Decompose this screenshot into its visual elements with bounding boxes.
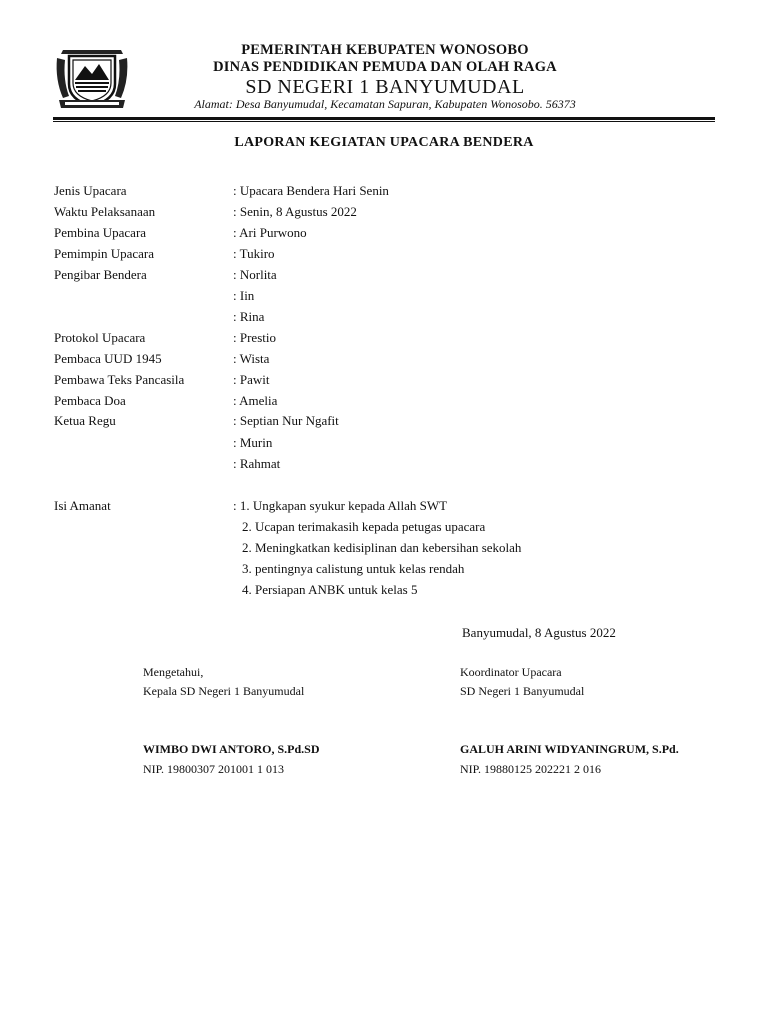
right-signature-position: SD Negeri 1 Banyumudal — [460, 684, 585, 698]
school-address: Alamat: Desa Banyumudal, Kecamatan Sapuran, Kabupaten Wonosobo. 56373 — [194, 97, 576, 111]
amanat-item: 4. Persiapan ANBK untuk kelas 5 — [242, 582, 418, 597]
right-signature-name: GALUH ARINI WIDYANINGRUM, S.Pd. — [460, 742, 679, 756]
row-value: : Ari Purwono — [233, 225, 307, 240]
row-value: : Rahmat — [233, 456, 281, 471]
department-header: DINAS PENDIDIKAN PEMUDA DAN OLAH RAGA — [213, 59, 557, 75]
header-divider-thin — [53, 121, 715, 122]
row-label: Pembaca Doa — [54, 393, 126, 408]
place-date: Banyumudal, 8 Agustus 2022 — [462, 625, 616, 640]
row-label: Ketua Regu — [54, 413, 116, 428]
row-label: Pemimpin Upacara — [54, 246, 154, 261]
row-value: : Pawit — [233, 372, 270, 387]
school-name: SD NEGERI 1 BANYUMUDAL — [245, 76, 525, 98]
row-value: : Wista — [233, 351, 270, 366]
left-signature-heading: Mengetahui, — [143, 665, 204, 679]
row-value: : Upacara Bendera Hari Senin — [233, 183, 389, 198]
row-value: : Rina — [233, 309, 265, 324]
row-value: : Murin — [233, 435, 273, 450]
row-value: : Tukiro — [233, 246, 275, 261]
row-label: Pembina Upacara — [54, 225, 147, 240]
amanat-item: : 1. Ungkapan syukur kepada Allah SWT — [233, 498, 448, 513]
row-value: : Norlita — [233, 267, 277, 282]
row-value: : Senin, 8 Agustus 2022 — [233, 204, 357, 219]
row-label: Pengibar Bendera — [54, 267, 147, 282]
row-label: Protokol Upacara — [54, 330, 146, 345]
row-label: Pembawa Teks Pancasila — [54, 372, 185, 387]
left-signature-nip: NIP. 19800307 201001 1 013 — [143, 762, 285, 776]
left-signature-position: Kepala SD Negeri 1 Banyumudal — [143, 684, 305, 698]
row-label: Waktu Pelaksanaan — [54, 204, 156, 219]
row-label: Pembaca UUD 1945 — [54, 351, 162, 366]
right-signature-nip: NIP. 19880125 202221 2 016 — [460, 762, 602, 776]
amanat-label: Isi Amanat — [54, 498, 111, 513]
row-value: : Iin — [233, 288, 255, 303]
regency-emblem-icon — [53, 40, 131, 110]
row-value: : Septian Nur Ngafit — [233, 413, 339, 428]
row-label: Jenis Upacara — [54, 183, 127, 198]
document-title: LAPORAN KEGIATAN UPACARA BENDERA — [234, 135, 534, 150]
header-divider-thick — [53, 117, 715, 120]
row-value: : Prestio — [233, 330, 276, 345]
amanat-item: 2. Ucapan terimakasih kepada petugas upacara — [242, 519, 486, 534]
left-signature-name: WIMBO DWI ANTORO, S.Pd.SD — [143, 742, 320, 756]
amanat-item: 3. pentingnya calistung untuk kelas rendah — [242, 561, 465, 576]
government-header: PEMERINTAH KEBUPATEN WONOSOBO — [241, 42, 529, 58]
row-value: : Amelia — [233, 393, 278, 408]
right-signature-heading: Koordinator Upacara — [460, 665, 562, 679]
amanat-item: 2. Meningkatkan kedisiplinan dan kebersihan sekolah — [242, 540, 522, 555]
